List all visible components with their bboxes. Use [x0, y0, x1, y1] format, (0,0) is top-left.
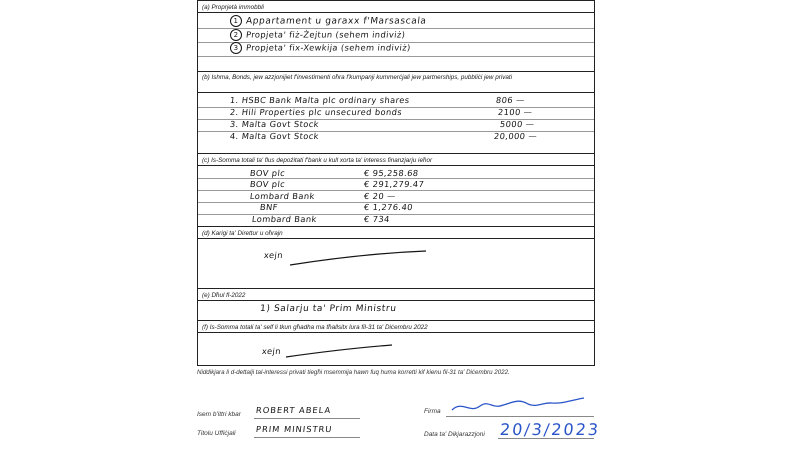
section-c-amount: € 1,276.40 [363, 202, 414, 212]
section-a-item: 2 Propjeta' fiż-Żejtun (sehem indiviż) [229, 29, 406, 41]
section-a-body [198, 13, 594, 63]
section-c-body [198, 166, 594, 226]
section-b-body [198, 93, 594, 151]
section-b-item: 4. Malta Govt Stock [229, 131, 320, 141]
section-a-heading: (a) Proprjetà immobbli [198, 0, 594, 13]
signature-icon [448, 394, 588, 418]
section-c-bank: Lombard Bank [249, 191, 316, 201]
signature-label: Firma [424, 408, 441, 415]
dash-stroke-icon [288, 249, 428, 269]
dash-stroke-icon [284, 343, 394, 361]
section-b-amount: 20,000 — [493, 131, 538, 141]
section-b-heading: (b) Ishma, Bonds, jew azzjonijiet f'investimenti oħra f'kumpanji kummerċjali jew partnerships, pubbliċi jew privati [198, 71, 594, 93]
section-c-amount: € 20 — [363, 191, 397, 201]
section-c-amount: € 734 [363, 214, 391, 224]
name-value: ROBERT ABELA [255, 405, 332, 415]
office-value: PRIM MINISTRU [255, 424, 333, 434]
declaration-statement: Niddikjara li d-dettalji tal-interessi privati tiegħi msemmija hawn fuq huma korretti kif kienu fil-31 ta' Diċembru 2022. [197, 369, 510, 376]
section-e-body [198, 301, 594, 321]
section-b-amount: 2100 — [497, 107, 533, 117]
section-c-amount: € 95,258.68 [363, 168, 420, 178]
section-a-item: 1 Appartament u garaxx f'Marsascala [229, 15, 427, 27]
section-f-heading: (f) Is-Somma totali ta' self li tkun għadha ma tħallsitx lura fil-31 ta' Diċembru 2022 [198, 320, 594, 333]
section-d-answer: xejn [263, 250, 284, 260]
section-e-answer: 1) Salarju ta' Prim Ministru [259, 304, 398, 314]
section-b-item: 3. Malta Govt Stock [229, 119, 320, 129]
name-label: Isem b'ittri kbar [197, 411, 241, 418]
section-f-answer: xejn [261, 346, 282, 356]
section-b-item: 1. HSBC Bank Malta plc ordinary shares [229, 95, 411, 105]
section-c-bank: Lombard Bank [251, 214, 318, 224]
section-c-bank: BNF [259, 202, 279, 212]
section-b-item: 2. Hili Properties plc unsecured bonds [229, 107, 403, 117]
section-f-body [198, 333, 594, 365]
section-c-heading: (c) Is-Somma totali ta' flus depożitati f'bank u kull xorta ta' interess finanzjarju ieħor [198, 153, 594, 166]
section-e-heading: (e) Dħul fl-2022 [198, 288, 594, 301]
section-c-bank: BOV plc [249, 168, 286, 178]
section-c-amount: € 291,279.47 [363, 179, 425, 189]
section-b-amount: 806 — [495, 95, 526, 105]
date-value: 20/3/2023 [499, 420, 602, 439]
date-label: Data ta' Dikjarazzjoni [424, 431, 485, 438]
section-d-heading: (d) Karigi ta' Direttur u oħrajn [198, 226, 594, 239]
section-b-amount: 5000 — [499, 119, 535, 129]
declaration-form [197, 0, 595, 366]
office-label: Titolu Uffiċjali [197, 430, 236, 437]
section-c-bank: BOV plc [249, 179, 286, 189]
section-d-body [198, 239, 594, 287]
section-a-item: 3 Propjeta' fix-Xewkija (sehem indiviż) [229, 42, 411, 54]
